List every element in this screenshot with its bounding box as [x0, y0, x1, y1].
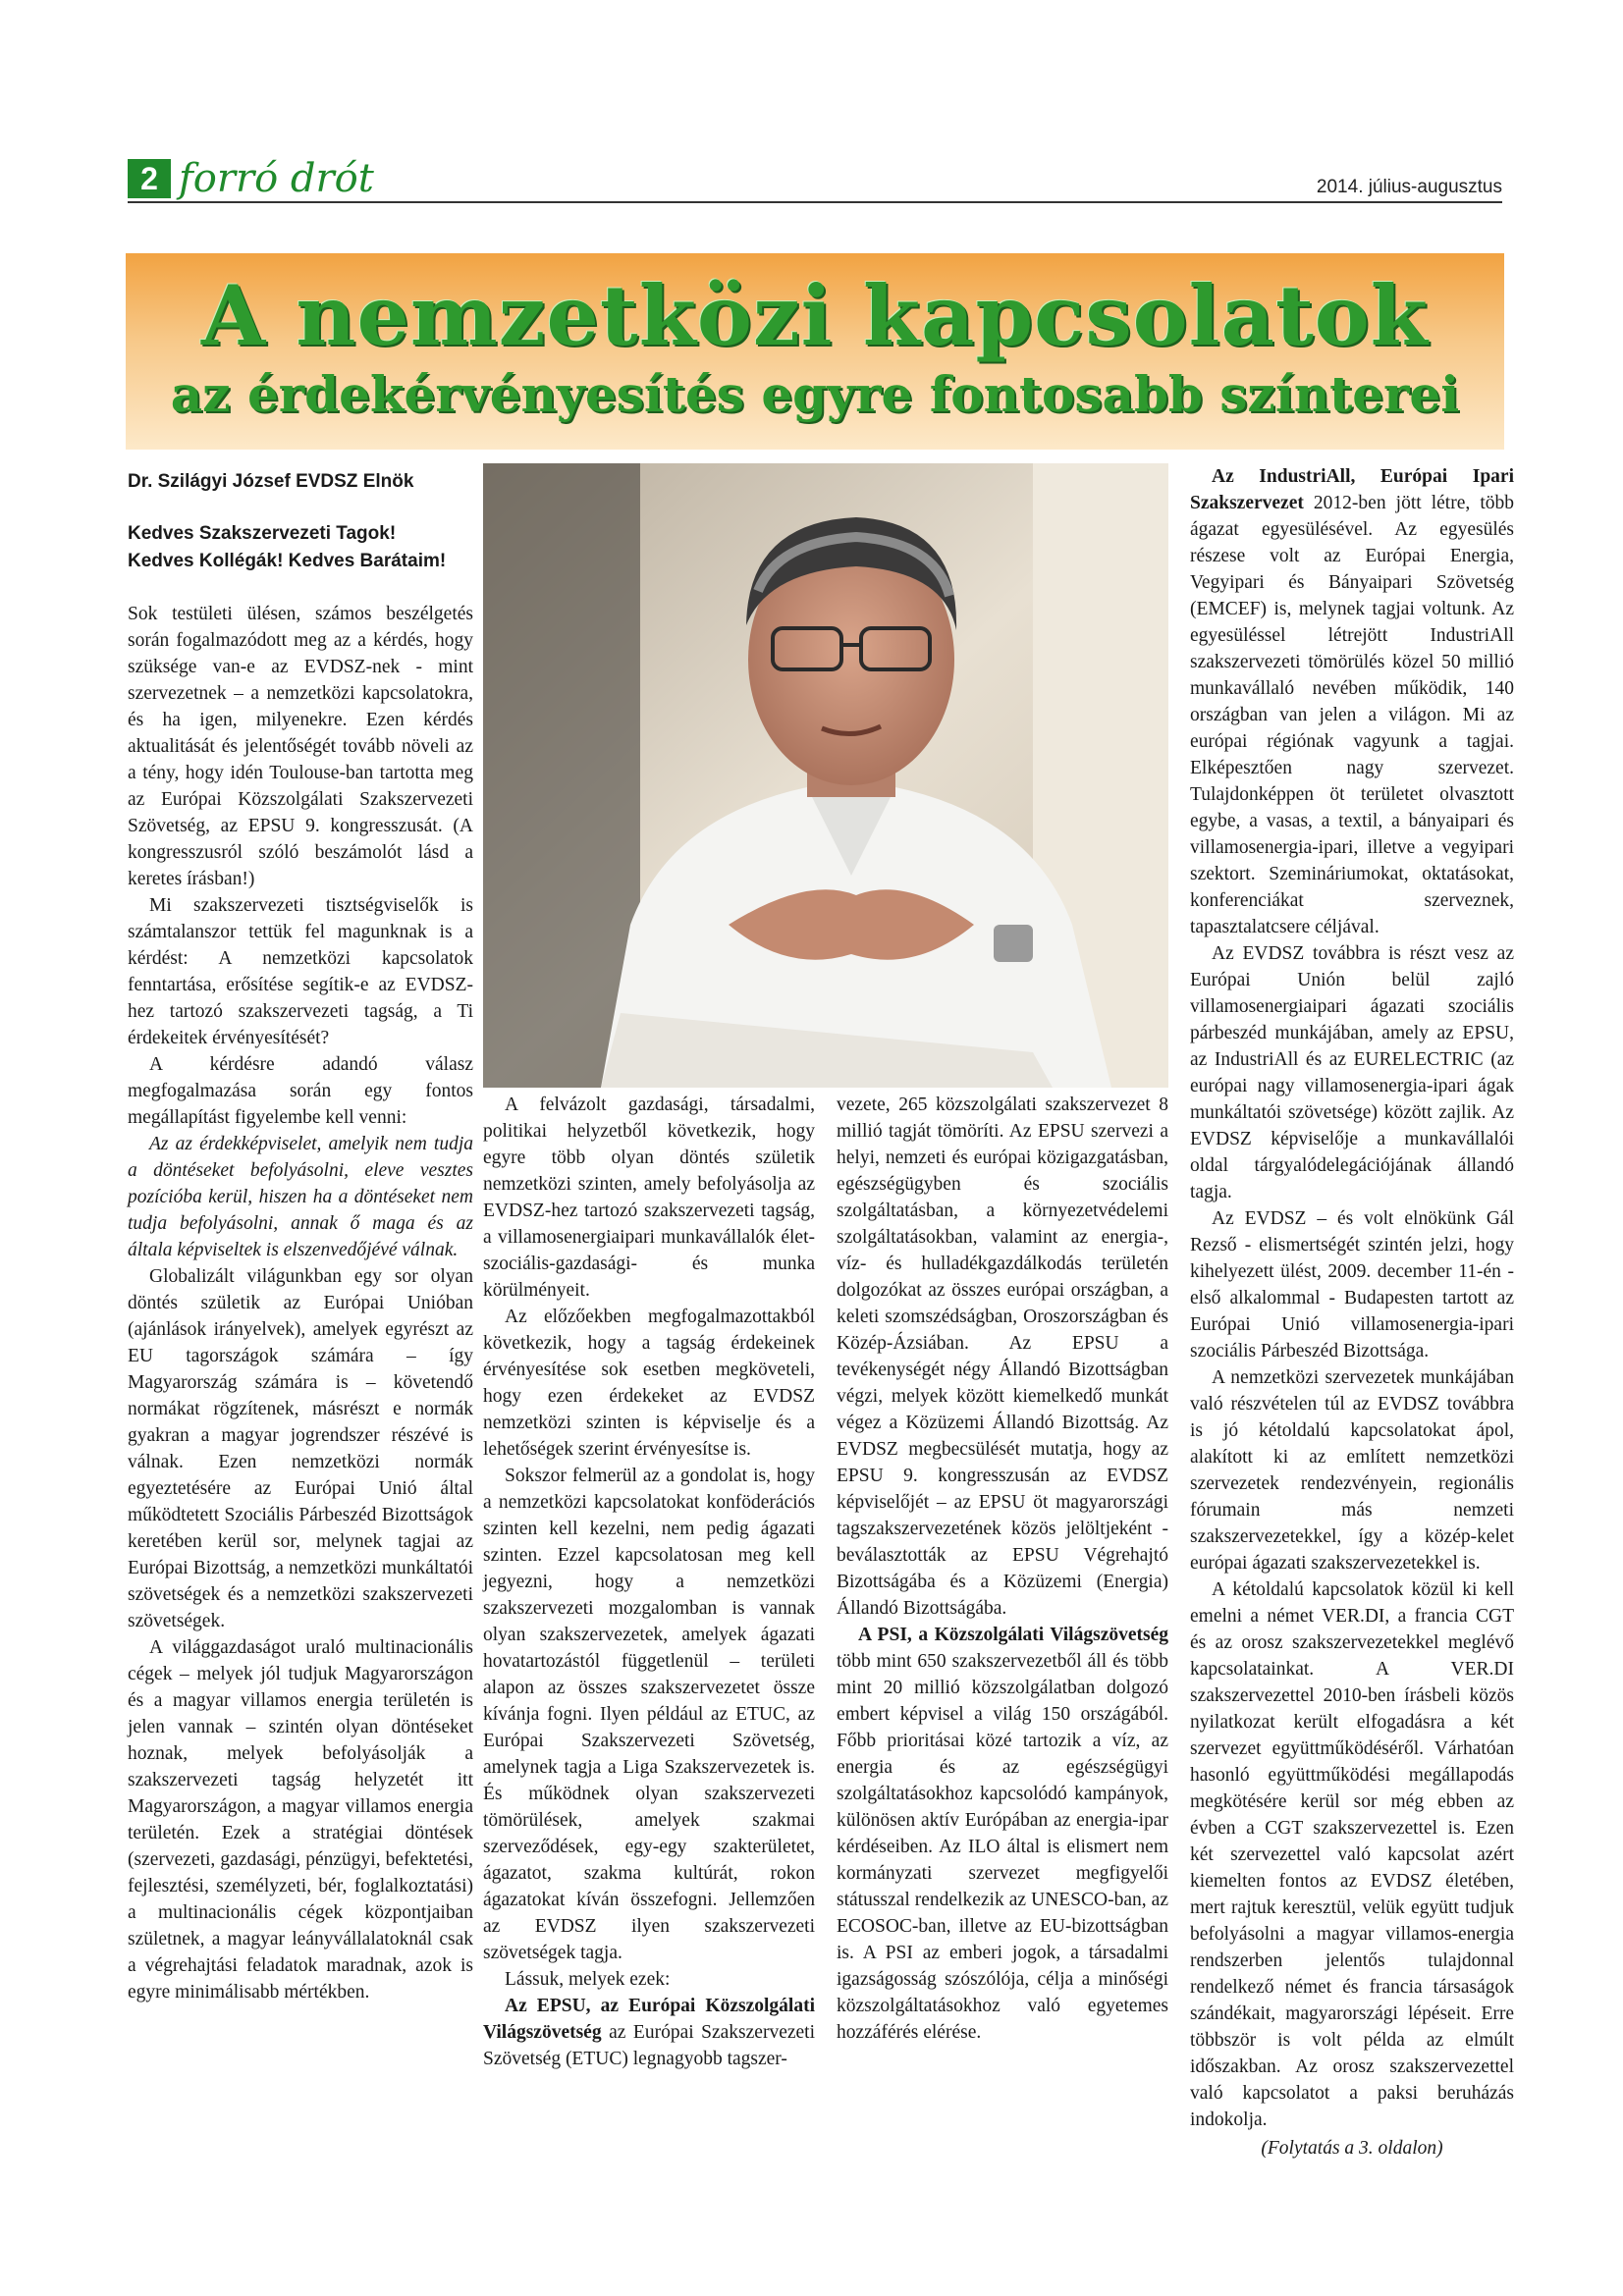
- paragraph: [1190, 463, 1514, 940]
- paragraph-text: több mint 650 szakszervezetből áll és több mint 20 millió közszolgálatban dolgozó embert képvisel a világ 150 országából. Főbb prioritásai közé tartozik a víz, az energia és az egészségügyi szolgáltatásokhoz kapcsolódó kampányok, különösen aktív Európában az energia-ipar kérdéseiben. Az ILO által is elismert nem kormányzati szervezet megfigyelői státusszal rendelkezik az UNESCO-ban, az ECOSOC-ban, illetve az EU-bizottságban is. A PSI az emberi jogok, a társadalmi igazságosság szószólója, célja a minőségi közszolgáltatásokhoz való egyetemes hozzáférés elérése.: [837, 1651, 1168, 2043]
- page-number: 2: [128, 159, 171, 198]
- author-photo: [483, 463, 1168, 1088]
- portrait-illustration: [483, 463, 1168, 1088]
- issue-date: 2014. július-augusztus: [1316, 177, 1502, 197]
- paragraph: A kérdésre adandó válasz megfogalmazása során egy fontos megállapítást figyelembe kell venni:: [128, 1054, 473, 1128]
- paragraph: Az EVDSZ – és volt elnökünk Gál Rezső - elismertségét szintén jelzi, hogy kihelyezett ülést, 2009. december 11-én - első alkalommal - Budapesten tartott az Európai Unió villamosenergia-ipari szociális Párbeszéd Bizottsága.: [1190, 1208, 1514, 1362]
- article-column-2: [483, 1092, 815, 2072]
- paragraph-text: 2012-ben jött létre, több ágazat egyesülésével. Az egyesülés részese volt az Európai Energia, Vegyipari és Bányaipari Szövetség (EMCEF) is, melynek tagjai voltunk. Az egyesüléssel létrejött IndustriAll szakszervezeti tömörülés közel 50 millió munkavállaló nevében működik, 140 országban van jelen a világon. Mi az európai régiónak vagyunk a tagjai. Elképesztően nagy szervezet. Tulajdonképpen öt területet olvasztott egybe, a vasas, a textil, a bányaipari és villamosenergia-ipari, illetve a vegyipari szektort. Szemináriumokat, oktatásokat, konferenciákat szerveznek, tapasztalatcsere céljával.: [1190, 493, 1514, 937]
- article-column-1: [128, 601, 473, 2005]
- masthead: [128, 157, 1502, 202]
- org-name: Az EPSU, az Európai Közszolgálati Világszövetség: [483, 1996, 815, 2043]
- paragraph: Globalizált világunkban egy sor olyan döntés születik az Európai Unióban (ajánlások irányelvek), amelyek egyrészt az EU tagországok számára – így Magyarország számára is – követendő normákat rögzítenek, másrészt e normák gyakran a magyar jogrendszer részévé is válnak. Ezen nemzetközi normák egyeztetésére az Európai Unió által működtetett Szociális Párbeszéd Bizottságok keretében kerül sor, melynek tagjai az Európai Bizottság, a nemzetközi munkáltatói szövetségek és a nemzetközi szakszervezeti szövetségek.: [128, 1266, 473, 1631]
- greeting-line: Kedves Szakszervezeti Tagok!: [128, 523, 397, 544]
- continued-note: (Folytatás a 3. oldalon): [1261, 2138, 1443, 2159]
- org-name: Az IndustriAll, Európai Ipari Szakszervezet: [1190, 466, 1514, 513]
- paragraph-text: az Európai Szakszervezeti Szövetség (ETUC) legnagyobb tagszer-: [483, 2022, 815, 2069]
- paragraph: Lássuk, melyek ezek:: [505, 1969, 671, 1990]
- article-column-3: [837, 1092, 1168, 2046]
- paragraph: Az EVDSZ továbbra is részt vesz az Európai Unión belül zajló villamosenergiaipari ágazati szociális párbeszéd munkájában, amely az EPSU, az IndustriAll és az EURELECTRIC (az európai nagy villamosenergia-ipari ágak munkáltatói szövetsége) között zajlik. Az EVDSZ képviselője a munkavállalói oldal tárgyalódelegációjának állandó tagja.: [1190, 943, 1514, 1202]
- paragraph: Sok testületi ülésen, számos beszélgetés során fogalmazódott meg az a kérdés, hogy szüksége van-e az EVDSZ-nek - mint szervezetnek – a nemzetközi kapcsolatokra, és ha igen, milyenekre. Ezen kérdés aktualitását és jelentőségét tovább növeli az a tény, hogy idén Toulouse-ban tartotta meg az Európai Közszolgálati Szakszervezeti Szövetség, az EPSU 9. kongresszusát. (A kongresszusról szóló beszámolót lásd a keretes írásban!): [128, 604, 473, 889]
- byline: Dr. Szilágyi József EVDSZ Elnök: [128, 471, 414, 492]
- headline-title: A nemzetközi kapcsolatok: [200, 267, 1430, 364]
- quote-paragraph: Az az érdekképviselet, amelyik nem tudja a döntéseket befolyásolni, eleve vesztes pozícióba kerül, hiszen ha a döntéseket nem tudja befolyásolni, annak ő maga és az általa képviseltek is elszenvedőjévé válnak.: [128, 1134, 473, 1260]
- paragraph: [483, 1993, 815, 2072]
- paragraph: A világgazdaságot uraló multinacionális cégek – melyek jól tudjuk Magyarországon és a magyar villamos energia területén is jelen vannak – szintén olyan döntéseket hoznak, melyek befolyásolják a szakszervezeti tagság helyzetét itt Magyarországon, a magyar villamos energia területén. Ezek a stratégiai döntések (szervezeti, gazdasági, pénzügyi, befektetési, fejlesztési, személyzeti, bér, foglalkoztatási) a multinacionális cégek központjaiban születnek, a magyar leányvállalatoknál csak a végrehajtási feladatok maradnak, azok is egyre minimálisabb mértékben.: [128, 1637, 473, 2002]
- paragraph: A kétoldalú kapcsolatok közül ki kell emelni a német VER.DI, a francia CGT és az orosz szakszervezetekkel meglévő kapcsolatainkat. A VER.DI szakszervezettel 2010-ben írásbeli közös nyilatkozat került elfogadásra a két szervezet együttműködéséről. Várhatóan hasonló együttműködési megállapodás megkötésére kerül sor még ebben az évben a CGT szakszervezettel is. Ezen két szervezettel való kapcsolat azért kiemelten fontos az EVDSZ életében, mert rajtuk keresztül, velük együtt tudjuk befolyásolni a magyar villamos-energia rendszerben jelentős tulajdonnal rendelkező német és francia társaságok szándékait, magyarországi lépéseit. Erre többször is volt példa az elmúlt időszakban. Az orosz szakszervezettel való kapcsolatot a paksi beruházás indokolja.: [1190, 1579, 1514, 2130]
- paragraph: Mi szakszervezeti tisztségviselők is számtalanszor tettük fel magunknak is a kérdést: A nemzetközi kapcsolatok fenntartása, erősítése segítik-e az EVDSZ-hez tartozó szakszervezeti tagság, a Ti érdekeitek érvényesítését?: [128, 895, 473, 1048]
- paragraph: Az előzőekben megfogalmazottakból következik, hogy a tagság érdekeinek érvényesítése sok esetben megköveteli, hogy ezen érdekeket az EVDSZ nemzetközi szinten is képviselje és a lehetőségek szerint érvényesítse is.: [483, 1307, 815, 1460]
- paragraph: [837, 1622, 1168, 2046]
- paper-name: forró drót: [179, 156, 374, 201]
- paragraph: Sokszor felmerül az a gondolat is, hogy a nemzetközi kapcsolatokat konföderációs szinten kell kezelni, nem pedig ágazati szinten. Ezzel kapcsolatosan meg kell jegyezni, hogy a nemzetközi szakszervezeti mozgalomban is vannak olyan szakszervezetek, amelyek ágazati hovatartozástól függetlenül – területi alapon az összes szakszervezetet össze kívánja fogni. Ilyen például az ETUC, az Európai Szakszervezeti Szövetség, amelynek tagja a Liga Szakszervezetek is. És működnek olyan szakszervezeti tömörülések, amelyek szakmai szerveződések, egy-egy szakterületet, ágazatot, szakma kultúrát, rokon ágazatokat kíván összefogni. Jellemzően az EVDSZ ilyen szakszervezeti szövetségek tagja.: [483, 1466, 815, 1963]
- org-name: A PSI, a Közszolgálati Világszövetség: [858, 1625, 1168, 1645]
- greeting: [128, 520, 471, 575]
- headline-subtitle: az érdekérvényesítés egyre fontosabb színterei: [170, 365, 1460, 423]
- masthead-rule: [128, 201, 1502, 203]
- article-column-4: [1190, 463, 1514, 2162]
- paragraph: vezete, 265 közszolgálati szakszervezet 8 millió tagját tömöríti. Az EPSU szervezi a helyi, nemzeti és európai közigazgatásban, egészségügyben és szociális szolgáltatásban, a környezetvédelemi szolgáltatásokban, valamint az energia-, víz- és hulladékgazdálkodás területén dolgozókat az összes európai országban, a keleti szomszédságban, Oroszországban és Közép-Ázsiában. Az EPSU a tevékenységét négy Állandó Bizottságban végzi, melyek között kiemelkedő munkát végez a Közüzemi Állandó Bizottság. Az EVDSZ megbecsülését mutatja, hogy az EPSU 9. kongresszusán az EVDSZ képviselőjét – az EPSU öt magyarországi tagszakszervezetének közös jelöltjeként - beválasztották az EPSU Végrehajtó Bizottságába és a Közüzemi (Energia) Állandó Bizottságába.: [837, 1095, 1168, 1619]
- greeting-line: Kedves Kollégák! Kedves Barátaim!: [128, 551, 447, 571]
- paragraph: A nemzetközi szervezetek munkájában való részvételen túl az EVDSZ továbbra is jó kétoldalú kapcsolatokat ápol, alakított ki az említett nemzetközi szervezetek rendezvényein, regionális fórumain más nemzeti szakszervezetekkel, így a közép-kelet európai ágazati szakszervezetekkel is.: [1190, 1367, 1514, 1574]
- headline-banner: [126, 253, 1504, 450]
- paragraph: A felvázolt gazdasági, társadalmi, politikai helyzetből következik, hogy egyre több olyan döntés születik nemzetközi szinten, amely befolyásolja az EVDSZ-hez tartozó szakszervezeti tagság, a villamosenergiaipari munkavállalók élet-szociális-gazdasági- és munka körülményeit.: [483, 1095, 815, 1301]
